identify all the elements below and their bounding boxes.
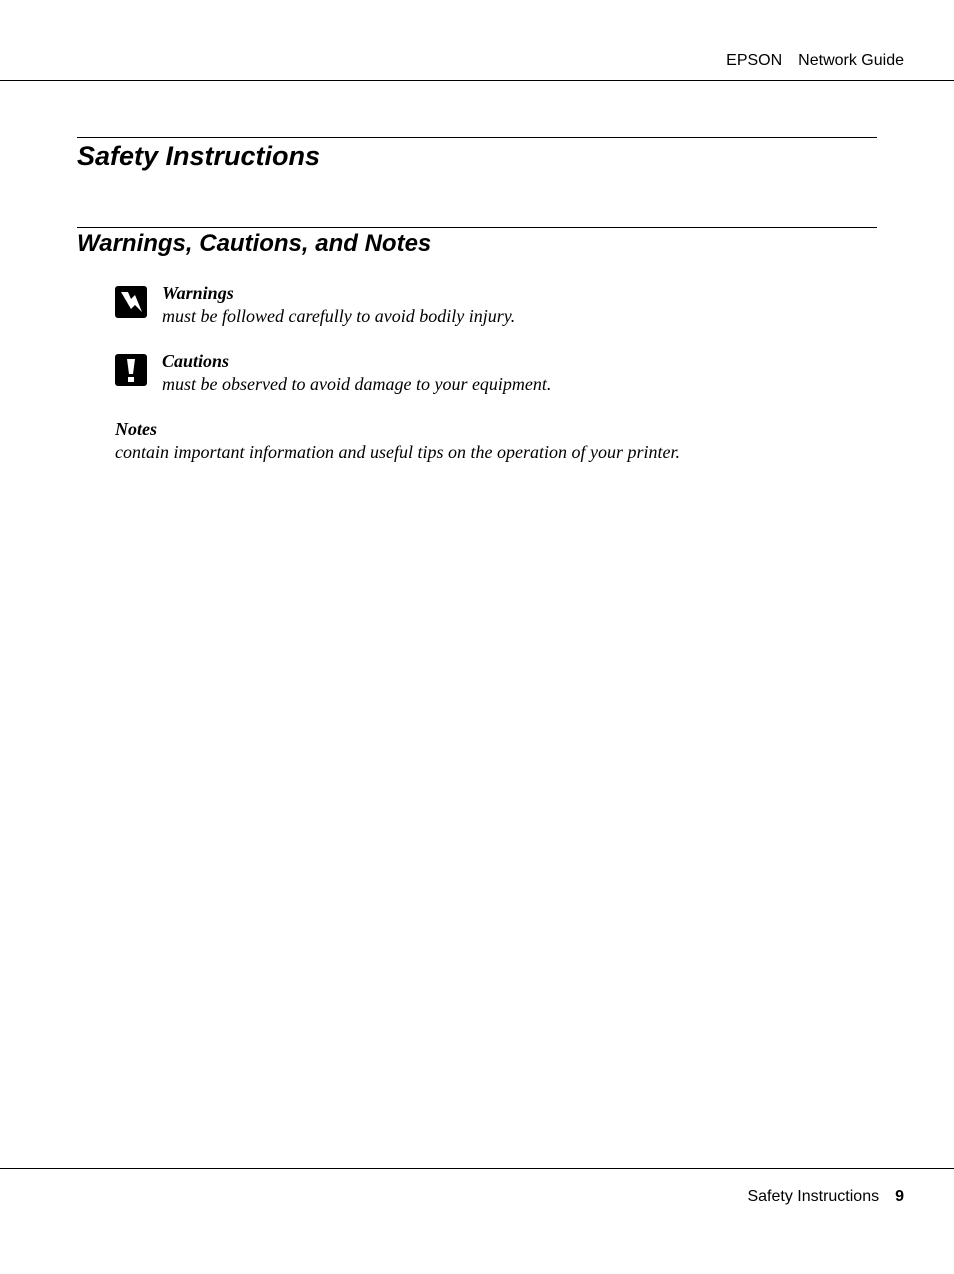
header-brand: EPSON <box>726 52 783 69</box>
page-number: 9 <box>895 1188 904 1205</box>
warning-description: must be followed carefully to avoid bodily injury. <box>162 306 516 326</box>
footer-divider <box>0 1168 954 1169</box>
warning-lightning-icon <box>115 286 147 318</box>
notes-description: contain important information and useful tips on the operation of your printer. <box>115 442 680 462</box>
running-header <box>726 50 904 72</box>
section-title: Warnings, Cautions, and Notes <box>77 230 432 257</box>
caution-description: must be observed to avoid damage to your equipment. <box>162 374 552 394</box>
header-guide-title: Network Guide <box>798 52 904 69</box>
notes-block <box>115 418 680 464</box>
running-footer <box>747 1186 904 1208</box>
caution-exclamation-icon <box>115 354 147 386</box>
notes-title: Notes <box>115 419 157 439</box>
chapter-title: Safety Instructions <box>77 141 321 171</box>
caution-title: Cautions <box>162 351 230 371</box>
footer-section: Safety Instructions <box>747 1188 880 1205</box>
header-divider <box>0 80 954 81</box>
warning-title: Warnings <box>162 283 234 303</box>
